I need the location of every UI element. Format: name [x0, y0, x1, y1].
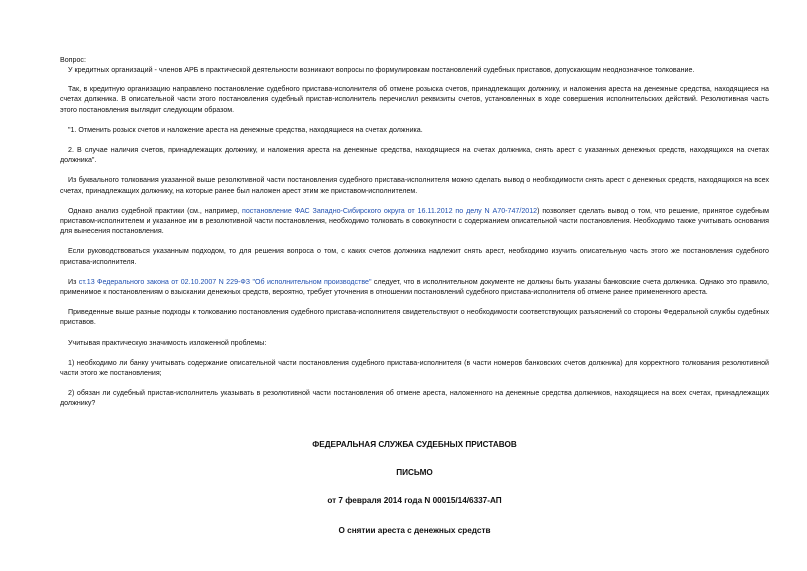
text-segment: следует, что в исполнительном документе не должны быть указаны банковские счета должника. Однако это правило, применимое к постановлениям о взыскании денежных средств, вероятно, требует уточнения в отношении постановлений судебного пристава-исполнителя об отмене ранее примененного ареста. — [60, 277, 769, 297]
paragraph-significance: Учитывая практическую значимость изложенной проблемы: — [68, 338, 267, 347]
document-date-number: от 7 февраля 2014 года N 00015/14/6337-АП — [327, 495, 502, 505]
question-label: Вопрос: — [60, 56, 86, 64]
court-ruling-link[interactable]: постановление ФАС Западно-Сибирского округа от 16.11.2012 по делу N А70-747/2012 — [242, 206, 538, 215]
paragraph-approaches-summary: Приведенные выше разные подходы к толкованию постановления судебного пристава-исполнителя свидетельствуют о необходимости соответствующих разъяснений со стороны Федеральной службы судебных приставов. — [60, 308, 769, 327]
organization-title: ФЕДЕРАЛЬНАЯ СЛУЖБА СУДЕБНЫХ ПРИСТАВОВ — [312, 439, 517, 449]
paragraph-question-1: 1) необходимо ли банку учитывать содержание описательной части постановления судебного пристава-исполнителя (в части номеров банковских счетов должника) для корректного толкования резолютивной части этого же постановления; — [60, 358, 769, 378]
document-type: ПИСЬМО — [396, 467, 433, 477]
paragraph-case: Так, в кредитную организацию направлено постановление судебного пристава-исполнителя об отмене розыска счетов, принадлежащих должнику, и наложения ареста на денежные средства, находящиеся на счетах должника. В описательной части этого постановления судебный пристав-исполнитель перечислил реквизиты счетов, установленных в ходе совершения исполнительских действий. Резолютивная часть этого постановления выглядит следующим образом. — [60, 85, 769, 114]
text-segment: Из — [68, 277, 79, 286]
paragraph-approach: Если руководствоваться указанным подходом, то для решения вопроса о том, с каких счетов должника надлежит снять арест, необходимо изучить описательную часть этого же постановления судебного пристава-исполнителя. — [60, 247, 769, 266]
paragraph-quote-2: 2. В случае наличия счетов, принадлежащих должнику, и наложения ареста на денежные средства, находящиеся на счетах должника, снять арест с указанных денежных средств, находящихся на счетах должника". — [60, 146, 769, 165]
document-subject: О снятии ареста с денежных средств — [338, 525, 491, 535]
paragraph-court-practice — [60, 206, 769, 237]
text-segment: ) позволяет сделать вывод о том, что решение, принятое судебным приставом-исполнителем и указанное им в резолютивной части постановления, необходимо толковать в совокупности с содержанием описательной части постановления. Необходимо также учитывать основания для вынесения постановления. — [60, 206, 769, 236]
paragraph-literal-interpretation: Из буквального толкования указанной выше резолютивной части постановления судебного пристава-исполнителя можно сделать вывод о необходимости снять арест с денежных средств, находящихся на всех счетах, принадлежащих должнику, на которые ранее был наложен арест этим же приставом-исполнителем. — [60, 176, 769, 195]
paragraph-federal-law — [60, 277, 769, 297]
paragraph-question-2: 2) обязан ли судебный пристав-исполнитель указывать в резолютивной части постановления об отмене ареста, наложенного на денежные средства должников, находящиеся на всех счетах, принадлежащих должнику? — [60, 389, 769, 408]
federal-law-link[interactable]: ст.13 Федерального закона от 02.10.2007 N 229-ФЗ "Об исполнительном производстве" — [78, 277, 372, 286]
paragraph-intro: У кредитных организаций - членов АРБ в практической деятельности возникают вопросы по формулировкам постановлений судебных приставов, допускающим неоднозначное толкование. — [68, 66, 695, 74]
paragraph-quote-1: "1. Отменить розыск счетов и наложение ареста на денежные средства, находящиеся на счетах должника. — [68, 125, 423, 134]
text-segment: Однако анализ судебной практики (см., например, — [68, 206, 242, 215]
